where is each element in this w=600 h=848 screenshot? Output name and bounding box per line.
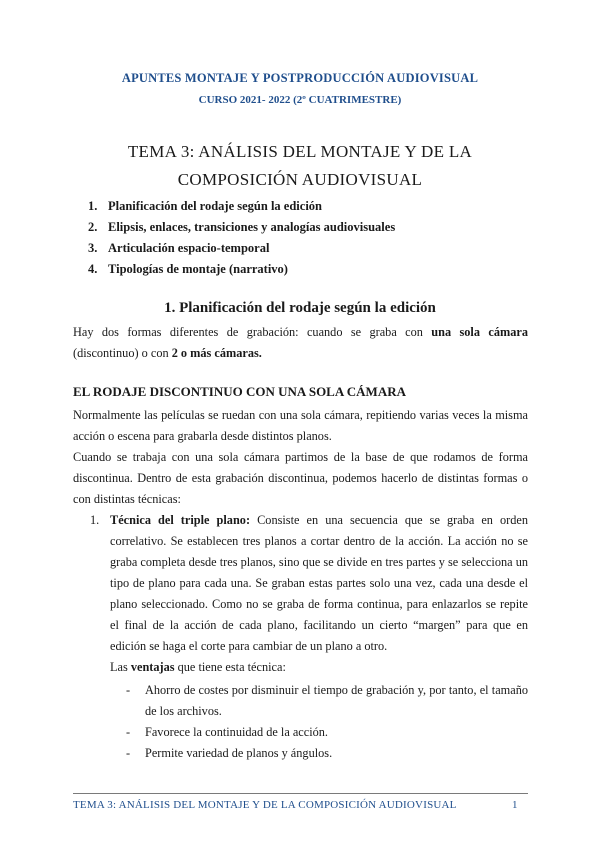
toc-item [88, 238, 395, 259]
list-item-text: Consiste en una secuencia que se graba en orden correlativo. Se establecen tres planos a cortar dentro de la acción. La acción no se graba completa desde tres planos, sino que se divide en tres partes y se selecciona un tipo de plano para cada una. Se graban estas partes solo una vez, cada una desde el plano seleccionado. Como no se graba de forma continua, para enlazarlos se repite el final de la acción de cada plano, facilitando un cierto “margen” para que en edición se haga el corte para cambiar de un plano a otro. [110, 513, 528, 653]
intro-text-a: Hay dos formas diferentes de grabación: cuando se graba con [73, 325, 432, 339]
footer-title: TEMA 3: ANÁLISIS DEL MONTAJE Y DE LA COMPOSICIÓN AUDIOVISUAL [73, 799, 457, 811]
advantages-text-c: que tiene esta técnica: [174, 660, 286, 674]
toc-item [88, 217, 395, 238]
intro-bold-single-camera: una sola cámara [431, 325, 528, 339]
list-item-number: 1. [90, 513, 100, 527]
toc-item-text: Tipologías de montaje (narrativo) [108, 262, 288, 276]
page-number: 1 [512, 799, 518, 811]
course-title: APUNTES MONTAJE Y POSTPRODUCCIÓN AUDIOVISUAL [121, 71, 479, 85]
toc-item-text: Planificación del rodaje según la edición [108, 199, 323, 213]
page-title-line-1: TEMA 3: ANÁLISIS DEL MONTAJE Y DE LA [127, 142, 473, 161]
advantages-intro [110, 657, 286, 678]
subsection-heading: EL RODAJE DISCONTINUO CON UNA SOLA CÁMARA [73, 384, 406, 399]
section-heading: 1. Planificación del rodaje según la edición [164, 300, 436, 316]
toc-item-number: 1. [88, 199, 98, 213]
advantages-bold: ventajas [130, 660, 175, 674]
paragraph-1: Normalmente las películas se ruedan con una sola cámara, repitiendo varias veces la misma acción o escena para grabarla desde distintos planos. [73, 408, 528, 443]
toc-item-text: Elipsis, enlaces, transiciones y analogías audiovisuales [108, 220, 396, 234]
bullet-item: Ahorro de costes por disminuir el tiempo de grabación y, por tanto, el tamaño de los archivos. [145, 683, 528, 718]
bullet-dash: - [126, 725, 131, 739]
bullet-dash: - [126, 683, 131, 697]
course-year: CURSO 2021- 2022 (2º CUATRIMESTRE) [198, 94, 402, 106]
toc-item-text: Articulación espacio-temporal [108, 241, 270, 255]
footer-divider [73, 793, 528, 794]
toc-item [88, 259, 395, 280]
page-title-line-2: COMPOSICIÓN AUDIOVISUAL [177, 170, 423, 189]
bullet-dash: - [126, 746, 131, 760]
list-item-triple-plano [110, 510, 528, 657]
toc-item-number: 2. [88, 220, 98, 234]
intro-paragraph [73, 322, 528, 364]
advantages-text-a: Las [110, 660, 131, 674]
intro-bold-multi-camera: 2 o más cámaras. [171, 346, 262, 360]
bullet-item: Favorece la continuidad de la acción. [145, 725, 329, 739]
paragraph-2: Cuando se trabaja con una sola cámara partimos de la base de que rodamos de forma discontinua. Dentro de esta grabación discontinua, podemos hacerlo de distintas formas o con distintas técnicas: [73, 450, 528, 506]
toc-item-number: 4. [88, 262, 98, 276]
table-of-contents [88, 196, 395, 280]
toc-item [88, 196, 395, 217]
bullet-item: Permite variedad de planos y ángulos. [145, 746, 333, 760]
intro-text-c: (discontinuo) o con [73, 346, 172, 360]
list-item-label: Técnica del triple plano: [110, 513, 251, 527]
toc-item-number: 3. [88, 241, 98, 255]
